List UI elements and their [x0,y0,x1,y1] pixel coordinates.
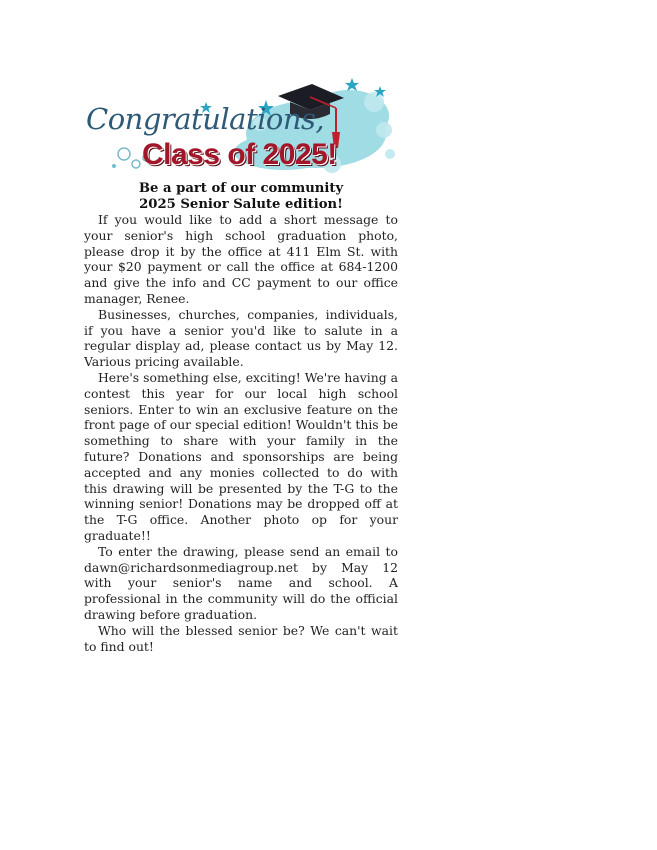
headline-line-1: Be a part of our community [138,181,344,196]
paragraph: If you would like to add a short message to your senior's high school graduation photo, please drop it by the office at 411 Elm St. with your $20 payment or call the office at 684-1200 and give the info and CC payment to our office manager, Renee. [84,212,398,306]
banner-class-line: Class of 2025! [142,138,337,171]
headline [84,181,398,213]
article-body [84,212,398,654]
paragraph: Businesses, churches, companies, individuals, if you have a senior you'd like to salute in a regular display ad, please contact us by May 12. Various pricing available. [84,306,398,370]
banner-script-line: Congratulations, [86,102,325,136]
paragraph: Here's something else, exciting! We're having a contest this year for our local high school seniors. Enter to win an exclusive feature on the front page of our special edition! Wouldn't this be something to share with your family in the future? Donations and sponsorships are being accepted and any monies collected to do with this drawing will be presented by the T-G to the winning senior! Donations may be dropped off at the T-G office. Another photo op for your graduate!! [84,369,398,543]
paragraph: To enter the drawing, please send an email to dawn@richardsonmediagroup.net by May 12 with your senior's name and school. A professional in the community will do the official drawing before graduation. [84,543,398,622]
congratulations-banner [84,74,400,184]
paragraph: Who will the blessed senior be? We can't wait to find out! [84,622,398,654]
headline-line-2: 2025 Senior Salute edition! [139,197,343,212]
